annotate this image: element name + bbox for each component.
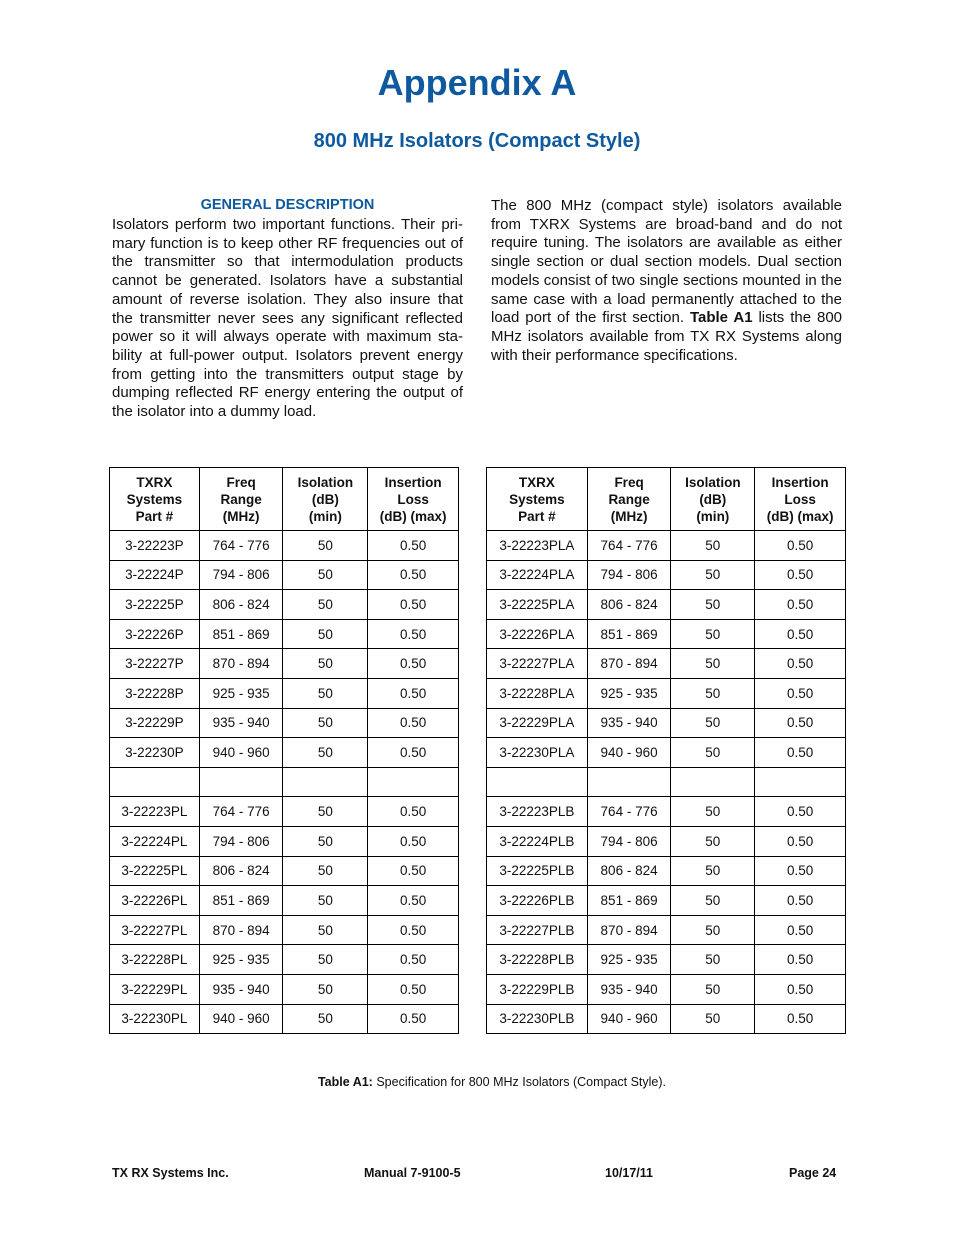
header-isolation bbox=[283, 468, 368, 531]
header-line: Part # bbox=[135, 508, 174, 524]
cell-isolation: 50 bbox=[671, 619, 755, 649]
overview-text-before: The 800 MHz (compact style) isolators available from TXRX Systems are broad-band and do not require tuning. The isolators are available as either single section or dual section models. Dual section models consist of two single sections mounted in the same case with a load permanently attached to the load port of the first section. bbox=[491, 197, 842, 327]
cell-freq-range: 851 - 869 bbox=[587, 619, 671, 649]
cell-part-number: 3-22227P bbox=[110, 649, 200, 679]
header-line: (dB) bbox=[311, 491, 339, 507]
cell-insertion-loss: 0.50 bbox=[368, 531, 459, 561]
header-line: Isolation bbox=[297, 474, 354, 490]
footer-manual: Manual 7-9100-5 bbox=[364, 1166, 461, 1180]
cell-part-number: 3-22224P bbox=[110, 560, 200, 590]
header-line: Systems bbox=[509, 491, 565, 507]
cell-isolation bbox=[283, 767, 368, 797]
table-row bbox=[110, 619, 459, 649]
cell-freq-range: 794 - 806 bbox=[587, 560, 671, 590]
cell-isolation: 50 bbox=[671, 1004, 755, 1034]
header-isolation bbox=[671, 468, 755, 531]
cell-part-number: 3-22228P bbox=[110, 678, 200, 708]
table-row bbox=[487, 619, 846, 649]
cell-insertion-loss bbox=[755, 767, 846, 797]
cell-freq-range: 935 - 940 bbox=[199, 708, 283, 738]
cell-isolation: 50 bbox=[283, 708, 368, 738]
cell-insertion-loss: 0.50 bbox=[755, 826, 846, 856]
cell-isolation: 50 bbox=[671, 856, 755, 886]
table-row bbox=[110, 560, 459, 590]
cell-insertion-loss: 0.50 bbox=[368, 1004, 459, 1034]
cell-isolation: 50 bbox=[283, 1004, 368, 1034]
cell-freq-range: 764 - 776 bbox=[199, 531, 283, 561]
table-row bbox=[487, 886, 846, 916]
table-row bbox=[487, 767, 846, 797]
cell-insertion-loss: 0.50 bbox=[755, 738, 846, 768]
table-row bbox=[487, 826, 846, 856]
header-part-number bbox=[110, 468, 200, 531]
table-row bbox=[487, 590, 846, 620]
cell-freq-range: 870 - 894 bbox=[587, 649, 671, 679]
header-line: Range bbox=[220, 491, 262, 507]
product-overview-paragraph bbox=[491, 197, 842, 365]
cell-isolation: 50 bbox=[283, 678, 368, 708]
cell-part-number: 3-22228PL bbox=[110, 945, 200, 975]
header-line: Isolation bbox=[685, 474, 741, 490]
table-row bbox=[487, 915, 846, 945]
cell-part-number: 3-22225P bbox=[110, 590, 200, 620]
cell-isolation: 50 bbox=[283, 915, 368, 945]
cell-isolation: 50 bbox=[671, 915, 755, 945]
cell-insertion-loss: 0.50 bbox=[755, 915, 846, 945]
cell-insertion-loss: 0.50 bbox=[755, 797, 846, 827]
cell-freq-range: 794 - 806 bbox=[199, 560, 283, 590]
cell-isolation: 50 bbox=[671, 531, 755, 561]
cell-part-number: 3-22227PLB bbox=[487, 915, 588, 945]
cell-insertion-loss: 0.50 bbox=[368, 797, 459, 827]
table-row bbox=[487, 797, 846, 827]
table-row bbox=[110, 649, 459, 679]
cell-insertion-loss: 0.50 bbox=[755, 1004, 846, 1034]
cell-insertion-loss: 0.50 bbox=[755, 974, 846, 1004]
table-row bbox=[487, 1004, 846, 1034]
cell-freq-range: 764 - 776 bbox=[587, 797, 671, 827]
cell-insertion-loss: 0.50 bbox=[368, 560, 459, 590]
cell-part-number: 3-22223P bbox=[110, 531, 200, 561]
page-subtitle: 800 MHz Isolators (Compact Style) bbox=[313, 130, 641, 152]
cell-isolation: 50 bbox=[283, 826, 368, 856]
page-title: Appendix A bbox=[377, 62, 577, 103]
cell-part-number: 3-22223PLA bbox=[487, 531, 588, 561]
cell-insertion-loss: 0.50 bbox=[368, 856, 459, 886]
cell-freq-range: 794 - 806 bbox=[587, 826, 671, 856]
footer-date: 10/17/11 bbox=[605, 1166, 653, 1180]
cell-part-number: 3-22227PL bbox=[110, 915, 200, 945]
cell-freq-range: 935 - 940 bbox=[199, 974, 283, 1004]
cell-freq-range: 764 - 776 bbox=[587, 531, 671, 561]
cell-part-number: 3-22230PLB bbox=[487, 1004, 588, 1034]
cell-isolation: 50 bbox=[283, 974, 368, 1004]
cell-freq-range bbox=[587, 767, 671, 797]
cell-isolation: 50 bbox=[283, 649, 368, 679]
header-line: Freq bbox=[226, 474, 256, 490]
cell-part-number bbox=[110, 767, 200, 797]
table-row bbox=[487, 649, 846, 679]
cell-part-number: 3-22224PLB bbox=[487, 826, 588, 856]
table-row bbox=[110, 974, 459, 1004]
header-line: Loss bbox=[784, 491, 816, 507]
cell-isolation: 50 bbox=[283, 619, 368, 649]
table-caption bbox=[0, 1075, 954, 1089]
cell-isolation: 50 bbox=[283, 590, 368, 620]
caption-label: Table A1: bbox=[317, 1075, 373, 1089]
cell-insertion-loss: 0.50 bbox=[755, 531, 846, 561]
header-line: (dB) bbox=[699, 491, 727, 507]
cell-freq-range: 870 - 894 bbox=[199, 915, 283, 945]
header-line: (MHz) bbox=[222, 508, 260, 524]
cell-freq-range: 925 - 935 bbox=[587, 678, 671, 708]
cell-freq-range: 935 - 940 bbox=[587, 974, 671, 1004]
table-row bbox=[110, 738, 459, 768]
cell-part-number: 3-22230PLA bbox=[487, 738, 588, 768]
table-row bbox=[110, 531, 459, 561]
cell-freq-range: 806 - 824 bbox=[199, 856, 283, 886]
cell-freq-range: 851 - 869 bbox=[199, 619, 283, 649]
table-row bbox=[110, 826, 459, 856]
cell-part-number: 3-22223PL bbox=[110, 797, 200, 827]
cell-insertion-loss: 0.50 bbox=[368, 678, 459, 708]
cell-freq-range: 935 - 940 bbox=[587, 708, 671, 738]
table-row bbox=[110, 1004, 459, 1034]
cell-part-number: 3-22228PLB bbox=[487, 945, 588, 975]
header-freq-range bbox=[199, 468, 283, 531]
cell-freq-range: 940 - 960 bbox=[199, 738, 283, 768]
header-line: TXRX bbox=[136, 474, 173, 490]
table-row bbox=[110, 708, 459, 738]
cell-part-number: 3-22230PL bbox=[110, 1004, 200, 1034]
cell-freq-range: 794 - 806 bbox=[199, 826, 283, 856]
cell-part-number: 3-22229PL bbox=[110, 974, 200, 1004]
cell-freq-range: 851 - 869 bbox=[587, 886, 671, 916]
table-row bbox=[110, 915, 459, 945]
header-line: (min) bbox=[308, 508, 342, 524]
cell-isolation: 50 bbox=[671, 649, 755, 679]
cell-isolation: 50 bbox=[671, 560, 755, 590]
cell-freq-range: 925 - 935 bbox=[199, 678, 283, 708]
cell-isolation: 50 bbox=[283, 797, 368, 827]
header-line: Systems bbox=[126, 491, 183, 507]
cell-part-number: 3-22224PLA bbox=[487, 560, 588, 590]
cell-part-number: 3-22226P bbox=[110, 619, 200, 649]
cell-insertion-loss: 0.50 bbox=[755, 590, 846, 620]
caption-text: Specification for 800 MHz Isolators (Compact Style). bbox=[376, 1075, 667, 1089]
table-row bbox=[110, 945, 459, 975]
cell-part-number: 3-22227PLA bbox=[487, 649, 588, 679]
table-row bbox=[487, 678, 846, 708]
cell-isolation: 50 bbox=[671, 590, 755, 620]
cell-insertion-loss: 0.50 bbox=[368, 590, 459, 620]
table-row bbox=[487, 560, 846, 590]
cell-insertion-loss: 0.50 bbox=[755, 856, 846, 886]
cell-part-number bbox=[487, 767, 588, 797]
header-part-number bbox=[487, 468, 588, 531]
header-line: Loss bbox=[397, 491, 429, 507]
footer-page-number: Page 24 bbox=[789, 1166, 837, 1180]
cell-insertion-loss: 0.50 bbox=[755, 945, 846, 975]
cell-freq-range bbox=[199, 767, 283, 797]
cell-isolation: 50 bbox=[671, 708, 755, 738]
table-row bbox=[110, 767, 459, 797]
cell-freq-range: 806 - 824 bbox=[587, 590, 671, 620]
cell-insertion-loss: 0.50 bbox=[755, 649, 846, 679]
cell-isolation: 50 bbox=[283, 945, 368, 975]
cell-freq-range: 940 - 960 bbox=[587, 738, 671, 768]
table-row bbox=[110, 590, 459, 620]
cell-isolation: 50 bbox=[283, 856, 368, 886]
cell-isolation: 50 bbox=[283, 738, 368, 768]
cell-part-number: 3-22229P bbox=[110, 708, 200, 738]
cell-part-number: 3-22228PLA bbox=[487, 678, 588, 708]
cell-part-number: 3-22230P bbox=[110, 738, 200, 768]
header-insertion-loss bbox=[368, 468, 459, 531]
table-header-row bbox=[110, 468, 459, 531]
cell-part-number: 3-22225PL bbox=[110, 856, 200, 886]
cell-insertion-loss: 0.50 bbox=[755, 708, 846, 738]
cell-insertion-loss: 0.50 bbox=[755, 560, 846, 590]
header-line: (dB) (max) bbox=[379, 508, 447, 524]
cell-insertion-loss: 0.50 bbox=[368, 945, 459, 975]
header-line: Insertion bbox=[771, 474, 829, 490]
cell-part-number: 3-22229PLB bbox=[487, 974, 588, 1004]
table-row bbox=[110, 797, 459, 827]
header-freq-range bbox=[587, 468, 671, 531]
cell-insertion-loss: 0.50 bbox=[368, 915, 459, 945]
cell-isolation: 50 bbox=[671, 886, 755, 916]
overview-text-after: lists the 800 MHz isolators available from TX RX Systems along with their performance specifications. bbox=[491, 309, 843, 364]
cell-insertion-loss: 0.50 bbox=[755, 678, 846, 708]
cell-freq-range: 870 - 894 bbox=[199, 649, 283, 679]
cell-part-number: 3-22226PL bbox=[110, 886, 200, 916]
footer-company: TX RX Systems Inc. bbox=[112, 1166, 229, 1180]
cell-part-number: 3-22226PLA bbox=[487, 619, 588, 649]
cell-freq-range: 925 - 935 bbox=[587, 945, 671, 975]
cell-isolation: 50 bbox=[671, 797, 755, 827]
cell-part-number: 3-22226PLB bbox=[487, 886, 588, 916]
header-line: (MHz) bbox=[610, 508, 648, 524]
cell-isolation: 50 bbox=[671, 974, 755, 1004]
cell-freq-range: 870 - 894 bbox=[587, 915, 671, 945]
cell-part-number: 3-22229PLA bbox=[487, 708, 588, 738]
table-row bbox=[110, 886, 459, 916]
cell-isolation: 50 bbox=[671, 945, 755, 975]
cell-insertion-loss: 0.50 bbox=[368, 619, 459, 649]
header-line: TXRX bbox=[518, 474, 555, 490]
header-line: Insertion bbox=[384, 474, 442, 490]
table-body bbox=[487, 531, 846, 1034]
cell-isolation: 50 bbox=[283, 886, 368, 916]
cell-insertion-loss: 0.50 bbox=[755, 886, 846, 916]
cell-freq-range: 940 - 960 bbox=[587, 1004, 671, 1034]
cell-freq-range: 851 - 869 bbox=[199, 886, 283, 916]
cell-part-number: 3-22225PLA bbox=[487, 590, 588, 620]
table-reference: Table A1 bbox=[689, 309, 753, 327]
cell-insertion-loss: 0.50 bbox=[368, 708, 459, 738]
cell-part-number: 3-22223PLB bbox=[487, 797, 588, 827]
cell-freq-range: 806 - 824 bbox=[199, 590, 283, 620]
cell-insertion-loss: 0.50 bbox=[368, 826, 459, 856]
table-row bbox=[110, 678, 459, 708]
cell-part-number: 3-22224PL bbox=[110, 826, 200, 856]
table-row bbox=[110, 856, 459, 886]
table-row bbox=[487, 945, 846, 975]
cell-insertion-loss: 0.50 bbox=[368, 738, 459, 768]
general-description-paragraph: Isolators perform two important functions. Their pri-mary function is to keep other RF frequencies out of the transmitter so that intermodulation products cannot be generated. Isolators have a substantial amount of reverse isolation. They also insure that the transmitter never sees any significant reflected power so it will always operate with maximum sta-bility at full-power output. Isolators prevent energy from getting into the transmitters output stage by dumping reflected RF energy entering the output of the isolator into a dummy load. bbox=[112, 216, 463, 421]
cell-freq-range: 940 - 960 bbox=[199, 1004, 283, 1034]
cell-isolation: 50 bbox=[283, 560, 368, 590]
cell-insertion-loss: 0.50 bbox=[368, 649, 459, 679]
table-row bbox=[487, 974, 846, 1004]
cell-insertion-loss: 0.50 bbox=[368, 886, 459, 916]
header-line: Part # bbox=[518, 508, 556, 524]
cell-isolation: 50 bbox=[671, 826, 755, 856]
cell-freq-range: 806 - 824 bbox=[587, 856, 671, 886]
spec-table-right bbox=[486, 467, 846, 1034]
header-line: Freq bbox=[614, 474, 644, 490]
cell-insertion-loss: 0.50 bbox=[755, 619, 846, 649]
cell-isolation bbox=[671, 767, 755, 797]
spec-table-left bbox=[109, 467, 459, 1034]
header-insertion-loss bbox=[755, 468, 846, 531]
header-line: (dB) (max) bbox=[766, 508, 834, 524]
table-row bbox=[487, 708, 846, 738]
table-row bbox=[487, 738, 846, 768]
cell-isolation: 50 bbox=[671, 738, 755, 768]
header-line: (min) bbox=[696, 508, 730, 524]
table-row bbox=[487, 856, 846, 886]
section-heading: GENERAL DESCRIPTION bbox=[200, 197, 375, 213]
cell-isolation: 50 bbox=[671, 678, 755, 708]
cell-freq-range: 764 - 776 bbox=[199, 797, 283, 827]
cell-part-number: 3-22225PLB bbox=[487, 856, 588, 886]
cell-freq-range: 925 - 935 bbox=[199, 945, 283, 975]
header-line: Range bbox=[608, 491, 650, 507]
table-row bbox=[487, 531, 846, 561]
table-body bbox=[110, 531, 459, 1034]
table-header-row bbox=[487, 468, 846, 531]
cell-isolation: 50 bbox=[283, 531, 368, 561]
cell-insertion-loss bbox=[368, 767, 459, 797]
cell-insertion-loss: 0.50 bbox=[368, 974, 459, 1004]
